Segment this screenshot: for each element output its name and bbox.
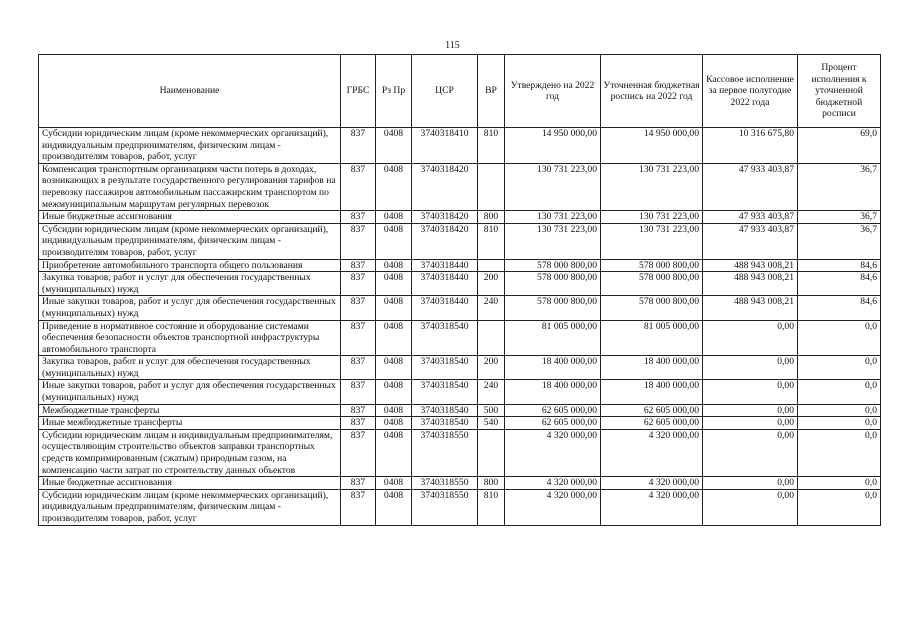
cell-rzpr: 0408 xyxy=(376,223,412,259)
cell-name: Закупка товаров, работ и услуг для обеспечения государственных (муниципальных) нужд xyxy=(39,272,341,296)
cell-grbs: 837 xyxy=(341,320,376,356)
cell-csr: 3740318420 xyxy=(412,163,478,210)
cell-grbs: 837 xyxy=(341,259,376,272)
cell-vr: 200 xyxy=(478,356,505,380)
cell-grbs: 837 xyxy=(341,163,376,210)
cell-csr: 3740318550 xyxy=(412,429,478,476)
cell-vr: 800 xyxy=(478,211,505,224)
cell-name: Субсидии юридическим лицам (кроме некоммерческих организаций), индивидуальным предпринимателям, физическим лицам - производителям товаров, работ, услуг xyxy=(39,223,341,259)
cell-name: Иные бюджетные ассигнования xyxy=(39,477,341,490)
cell-refined: 4 320 000,00 xyxy=(601,489,703,525)
cell-approved: 130 731 223,00 xyxy=(505,163,601,210)
cell-cash: 47 933 403,87 xyxy=(703,163,798,210)
cell-name: Субсидии юридическим лицам и индивидуальным предпринимателям, осуществляющим строительство объектов заправки транспортных средств компримированным (сжатым) природным газом, на компенсацию части затрат по строительству данных объектов xyxy=(39,429,341,476)
table-header-row xyxy=(39,55,881,128)
cell-approved: 4 320 000,00 xyxy=(505,489,601,525)
table-row xyxy=(39,223,881,259)
table-row xyxy=(39,259,881,272)
cell-refined: 130 731 223,00 xyxy=(601,163,703,210)
cell-refined: 578 000 800,00 xyxy=(601,272,703,296)
cell-percent: 0,0 xyxy=(798,477,881,490)
cell-approved: 18 400 000,00 xyxy=(505,380,601,404)
cell-vr: 240 xyxy=(478,296,505,320)
cell-grbs: 837 xyxy=(341,380,376,404)
table-row xyxy=(39,296,881,320)
cell-rzpr: 0408 xyxy=(376,320,412,356)
cell-percent: 84,6 xyxy=(798,296,881,320)
cell-rzpr: 0408 xyxy=(376,296,412,320)
cell-percent: 36,7 xyxy=(798,211,881,224)
table-row xyxy=(39,211,881,224)
page-number: 115 xyxy=(445,40,460,51)
cell-refined: 4 320 000,00 xyxy=(601,429,703,476)
cell-refined: 130 731 223,00 xyxy=(601,211,703,224)
cell-approved: 62 605 000,00 xyxy=(505,404,601,417)
cell-csr: 3740318440 xyxy=(412,272,478,296)
cell-rzpr: 0408 xyxy=(376,380,412,404)
cell-rzpr: 0408 xyxy=(376,489,412,525)
cell-rzpr: 0408 xyxy=(376,128,412,164)
cell-vr: 200 xyxy=(478,272,505,296)
cell-vr xyxy=(478,163,505,210)
cell-approved: 18 400 000,00 xyxy=(505,356,601,380)
table-row xyxy=(39,429,881,476)
cell-cash: 0,00 xyxy=(703,489,798,525)
cell-percent: 0,0 xyxy=(798,404,881,417)
header-name: Наименование xyxy=(39,55,341,128)
cell-csr: 3740318550 xyxy=(412,477,478,490)
cell-csr: 3740318440 xyxy=(412,296,478,320)
cell-vr: 540 xyxy=(478,417,505,430)
cell-percent: 36,7 xyxy=(798,223,881,259)
cell-grbs: 837 xyxy=(341,223,376,259)
cell-csr: 3740318420 xyxy=(412,223,478,259)
cell-csr: 3740318540 xyxy=(412,320,478,356)
cell-rzpr: 0408 xyxy=(376,163,412,210)
cell-refined: 14 950 000,00 xyxy=(601,128,703,164)
cell-csr: 3740318420 xyxy=(412,211,478,224)
cell-vr xyxy=(478,320,505,356)
cell-csr: 3740318440 xyxy=(412,259,478,272)
header-percent: Процент исполнения к уточненной бюджетной росписи xyxy=(798,55,881,128)
cell-csr: 3740318540 xyxy=(412,417,478,430)
cell-percent: 0,0 xyxy=(798,320,881,356)
cell-rzpr: 0408 xyxy=(376,429,412,476)
header-approved: Утверждено на 2022 год xyxy=(505,55,601,128)
cell-rzpr: 0408 xyxy=(376,477,412,490)
cell-percent: 84,6 xyxy=(798,272,881,296)
cell-approved: 578 000 800,00 xyxy=(505,296,601,320)
cell-name: Субсидии юридическим лицам (кроме некоммерческих организаций), индивидуальным предпринимателям, физическим лицам - производителям товаров, работ, услуг xyxy=(39,489,341,525)
cell-name: Субсидии юридическим лицам (кроме некоммерческих организаций), индивидуальным предпринимателям, физическим лицам - производителям товаров, работ, услуг xyxy=(39,128,341,164)
cell-percent: 0,0 xyxy=(798,380,881,404)
cell-cash: 488 943 008,21 xyxy=(703,259,798,272)
cell-name: Приведение в нормативное состояние и оборудование системами обеспечения безопасности объектов транспортной инфраструктуры автомобильного транспорта xyxy=(39,320,341,356)
cell-rzpr: 0408 xyxy=(376,211,412,224)
cell-approved: 130 731 223,00 xyxy=(505,223,601,259)
cell-approved: 14 950 000,00 xyxy=(505,128,601,164)
cell-grbs: 837 xyxy=(341,296,376,320)
cell-cash: 47 933 403,87 xyxy=(703,211,798,224)
header-csr: ЦСР xyxy=(412,55,478,128)
cell-percent: 0,0 xyxy=(798,429,881,476)
cell-refined: 4 320 000,00 xyxy=(601,477,703,490)
cell-vr xyxy=(478,259,505,272)
cell-name: Иные межбюджетные трансферты xyxy=(39,417,341,430)
cell-refined: 62 605 000,00 xyxy=(601,417,703,430)
cell-grbs: 837 xyxy=(341,417,376,430)
cell-percent: 0,0 xyxy=(798,356,881,380)
cell-name: Приобретение автомобильного транспорта общего пользования xyxy=(39,259,341,272)
cell-name: Иные бюджетные ассигнования xyxy=(39,211,341,224)
cell-cash: 0,00 xyxy=(703,404,798,417)
cell-vr: 810 xyxy=(478,223,505,259)
cell-cash: 10 316 675,80 xyxy=(703,128,798,164)
cell-refined: 578 000 800,00 xyxy=(601,259,703,272)
header-rzpr: Рз Пр xyxy=(376,55,412,128)
cell-rzpr: 0408 xyxy=(376,417,412,430)
cell-approved: 4 320 000,00 xyxy=(505,477,601,490)
cell-csr: 3740318540 xyxy=(412,404,478,417)
cell-percent: 36,7 xyxy=(798,163,881,210)
table-row xyxy=(39,356,881,380)
cell-grbs: 837 xyxy=(341,477,376,490)
header-grbs: ГРБС xyxy=(341,55,376,128)
cell-csr: 3740318410 xyxy=(412,128,478,164)
table-body xyxy=(39,128,881,526)
table-row xyxy=(39,128,881,164)
cell-refined: 578 000 800,00 xyxy=(601,296,703,320)
cell-cash: 0,00 xyxy=(703,320,798,356)
cell-grbs: 837 xyxy=(341,272,376,296)
cell-percent: 0,0 xyxy=(798,417,881,430)
cell-approved: 578 000 800,00 xyxy=(505,272,601,296)
header-vr: ВР xyxy=(478,55,505,128)
cell-cash: 0,00 xyxy=(703,380,798,404)
cell-vr: 500 xyxy=(478,404,505,417)
cell-approved: 578 000 800,00 xyxy=(505,259,601,272)
cell-percent: 84,6 xyxy=(798,259,881,272)
cell-grbs: 837 xyxy=(341,489,376,525)
cell-rzpr: 0408 xyxy=(376,356,412,380)
cell-rzpr: 0408 xyxy=(376,272,412,296)
cell-name: Иные закупки товаров, работ и услуг для обеспечения государственных (муниципальных) нужд xyxy=(39,380,341,404)
cell-cash: 488 943 008,21 xyxy=(703,296,798,320)
table-row xyxy=(39,404,881,417)
header-refined: Уточненная бюджетная роспись на 2022 год xyxy=(601,55,703,128)
cell-rzpr: 0408 xyxy=(376,259,412,272)
cell-cash: 47 933 403,87 xyxy=(703,223,798,259)
cell-approved: 4 320 000,00 xyxy=(505,429,601,476)
cell-refined: 130 731 223,00 xyxy=(601,223,703,259)
cell-csr: 3740318540 xyxy=(412,356,478,380)
table-row xyxy=(39,380,881,404)
cell-percent: 69,0 xyxy=(798,128,881,164)
table-row xyxy=(39,477,881,490)
cell-name: Компенсация транспортным организациям части потерь в доходах, возникающих в результате государственного регулирования тарифов на перевозку пассажиров автомобильным пассажирским транспортом по межмуниципальным маршрутам регулярных перевозок xyxy=(39,163,341,210)
cell-grbs: 837 xyxy=(341,211,376,224)
cell-percent: 0,0 xyxy=(798,489,881,525)
cell-vr: 810 xyxy=(478,128,505,164)
table-row xyxy=(39,272,881,296)
cell-refined: 18 400 000,00 xyxy=(601,380,703,404)
table-row xyxy=(39,320,881,356)
table-row xyxy=(39,163,881,210)
cell-approved: 130 731 223,00 xyxy=(505,211,601,224)
table-row xyxy=(39,489,881,525)
cell-approved: 62 605 000,00 xyxy=(505,417,601,430)
cell-cash: 0,00 xyxy=(703,429,798,476)
cell-cash: 488 943 008,21 xyxy=(703,272,798,296)
cell-vr: 240 xyxy=(478,380,505,404)
cell-vr xyxy=(478,429,505,476)
cell-cash: 0,00 xyxy=(703,417,798,430)
cell-grbs: 837 xyxy=(341,429,376,476)
cell-refined: 62 605 000,00 xyxy=(601,404,703,417)
cell-name: Межбюджетные трансферты xyxy=(39,404,341,417)
table-row xyxy=(39,417,881,430)
cell-vr: 810 xyxy=(478,489,505,525)
cell-name: Закупка товаров, работ и услуг для обеспечения государственных (муниципальных) нужд xyxy=(39,356,341,380)
cell-cash: 0,00 xyxy=(703,356,798,380)
cell-vr: 800 xyxy=(478,477,505,490)
cell-rzpr: 0408 xyxy=(376,404,412,417)
cell-grbs: 837 xyxy=(341,404,376,417)
cell-csr: 3740318540 xyxy=(412,380,478,404)
cell-csr: 3740318550 xyxy=(412,489,478,525)
cell-refined: 81 005 000,00 xyxy=(601,320,703,356)
cell-cash: 0,00 xyxy=(703,477,798,490)
cell-grbs: 837 xyxy=(341,128,376,164)
header-cash: Кассовое исполнение за первое полугодие 2022 года xyxy=(703,55,798,128)
cell-name: Иные закупки товаров, работ и услуг для обеспечения государственных (муниципальных) нужд xyxy=(39,296,341,320)
cell-grbs: 837 xyxy=(341,356,376,380)
budget-table xyxy=(38,54,881,526)
cell-approved: 81 005 000,00 xyxy=(505,320,601,356)
cell-refined: 18 400 000,00 xyxy=(601,356,703,380)
